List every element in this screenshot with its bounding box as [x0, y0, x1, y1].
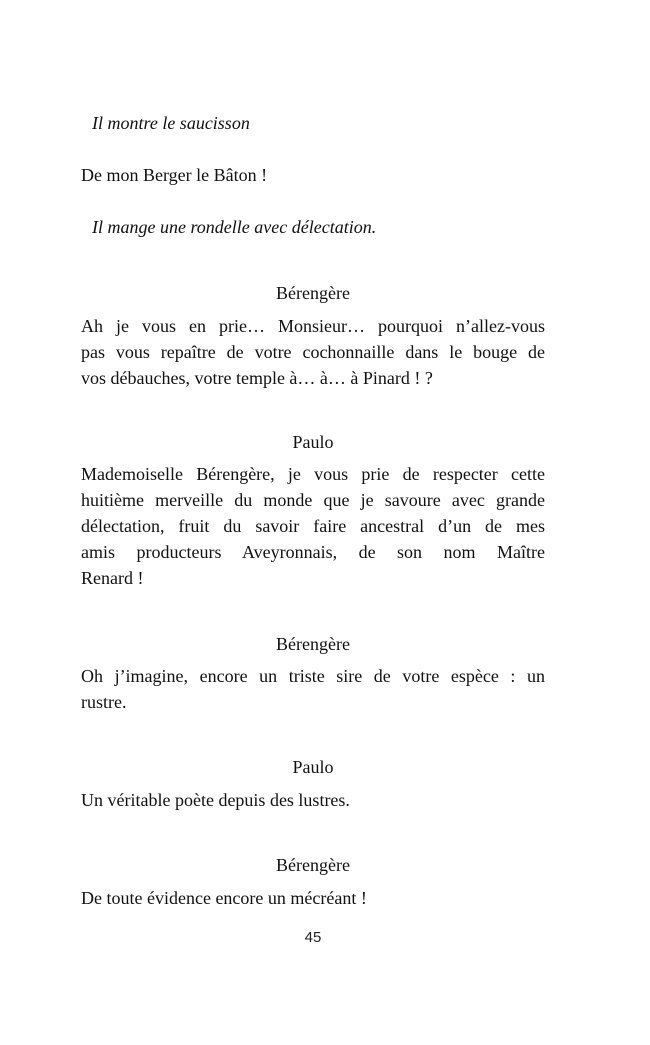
- dialogue-line: Renard !: [81, 568, 144, 588]
- dialogue-line: amis producteurs Aveyronnais, de son nom Maître: [81, 542, 545, 562]
- dialogue-line: De toute évidence encore un mécréant !: [81, 888, 367, 908]
- dialogue-paragraph: [81, 663, 545, 715]
- dialogue-line: huitième merveille du monde que je savoure avec grande: [81, 490, 545, 510]
- stage-direction: Il mange une rondelle avec délectation.: [92, 217, 377, 237]
- dialogue-paragraph: [81, 885, 545, 911]
- dialogue-line: vos débauches, votre temple à… à… à Pinard ! ?: [81, 368, 433, 388]
- dialogue-paragraph: [81, 313, 545, 391]
- page-number: 45: [304, 929, 322, 946]
- speaker-name: Bérengère: [276, 634, 350, 654]
- dialogue-line: Mademoiselle Bérengère, je vous prie de respecter cette: [81, 464, 545, 484]
- dialogue-line: délectation, fruit du savoir faire ancestral d’un de mes: [81, 516, 545, 536]
- dialogue-paragraph: [81, 461, 545, 591]
- dialogue-line: pas vous repaître de votre cochonnaille dans le bouge de: [81, 342, 545, 362]
- speaker-name: Paulo: [292, 757, 334, 777]
- stage-direction: Il montre le saucisson: [92, 113, 250, 133]
- dialogue-paragraph: [81, 787, 545, 813]
- speaker-name: Bérengère: [276, 855, 350, 875]
- speaker-name: Bérengère: [276, 283, 350, 303]
- dialogue-line: De mon Berger le Bâton !: [81, 165, 268, 185]
- dialogue-line: Un véritable poète depuis des lustres.: [81, 790, 350, 810]
- dialogue-line: Ah je vous en prie… Monsieur… pourquoi n’allez-vous: [81, 316, 545, 336]
- dialogue-line: rustre.: [81, 692, 127, 712]
- dialogue-line: Oh j’imagine, encore un triste sire de votre espèce : un: [81, 666, 545, 686]
- speaker-name: Paulo: [292, 432, 334, 452]
